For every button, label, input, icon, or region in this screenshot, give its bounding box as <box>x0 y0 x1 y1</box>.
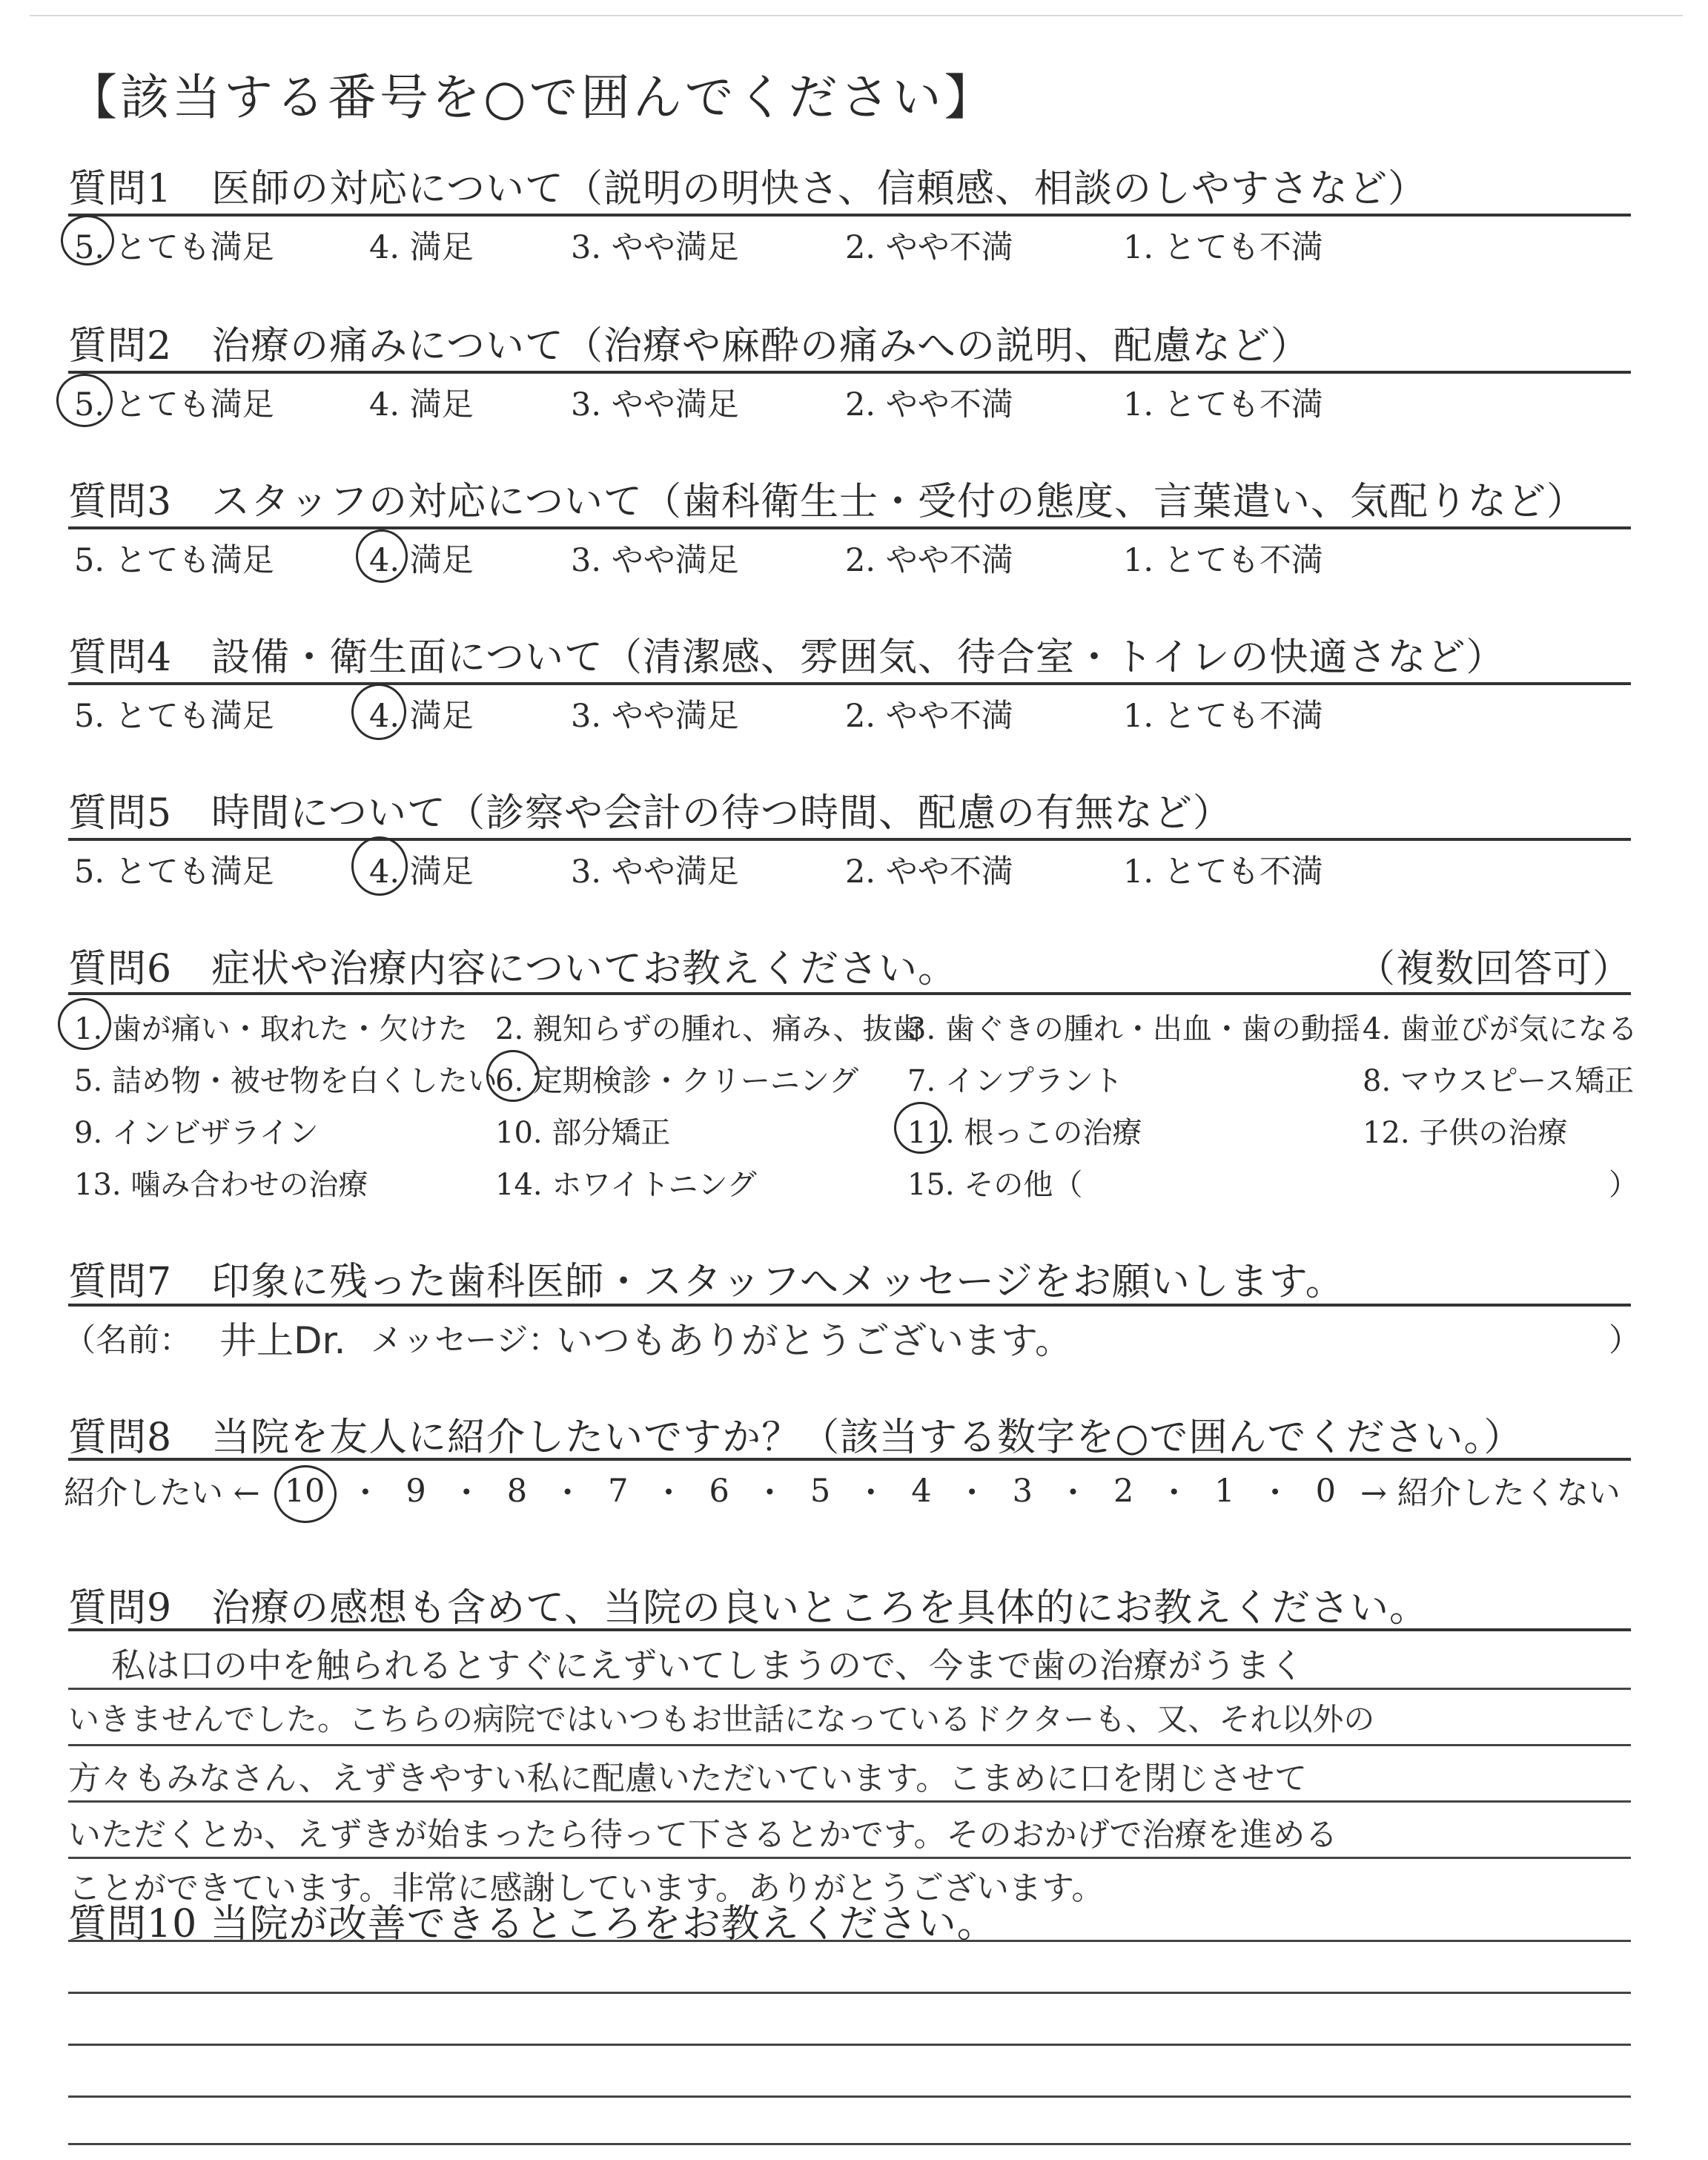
q9-answer-line-3: 方々もみなさん、えずきやすい私に配慮いただいています。こまめに口を閉じさせて <box>68 1760 1308 1797</box>
q4-option-2[interactable]: 2. やや不満 <box>845 698 1013 735</box>
q6-option-9[interactable]: 9. インビザライン <box>74 1116 319 1150</box>
q6-option-5[interactable]: 5. 詰め物・被せ物を白くしたい <box>74 1064 497 1098</box>
q8-dot: ・ <box>1158 1475 1191 1512</box>
q8-scale-row <box>64 1468 1621 1513</box>
q6-option-15[interactable]: 15. その他（ <box>907 1168 1083 1202</box>
q4-rule <box>68 682 1631 685</box>
q3-option-5[interactable]: 5. とても満足 <box>74 542 274 579</box>
q3-options <box>0 535 1708 580</box>
q8-scale-6[interactable]: 6 <box>709 1472 729 1510</box>
q1-title: 質問1 医師の対応について（説明の明快さ、信頼感、相談のしやすさなど） <box>68 167 1427 211</box>
page-top-edge <box>30 15 1683 16</box>
q8-scale-5[interactable]: 5 <box>810 1472 831 1510</box>
q5-option-2[interactable]: 2. やや不満 <box>845 853 1013 891</box>
q10-answer-line[interactable] <box>68 2044 1631 2046</box>
q6-option-15-close: ） <box>1609 1168 1638 1202</box>
q8-scale-10[interactable]: 10 <box>285 1473 325 1510</box>
q2-selection-circle <box>56 374 113 427</box>
q5-selection-circle <box>351 836 408 896</box>
q2-option-3[interactable]: 3. やや満足 <box>571 386 739 423</box>
q9-title: 質問9 治療の感想も含めて、当院の良いところを具体的にお教えください。 <box>68 1586 1429 1631</box>
q7-close-paren: ） <box>1609 1322 1641 1359</box>
q10-title: 質問10 当院が改善できるところをお教えください。 <box>68 1902 996 1946</box>
q4-option-4[interactable]: 4. 満足 <box>369 698 474 735</box>
q8-left-label: 紹介したい ← <box>64 1475 260 1512</box>
q3-selection-circle <box>356 529 408 583</box>
q6-selection-circle-1 <box>58 998 111 1050</box>
q1-selection-circle <box>61 215 114 265</box>
q6-option-11[interactable]: 11. 根っこの治療 <box>907 1116 1142 1150</box>
q8-scale-0[interactable]: 0 <box>1315 1472 1337 1510</box>
q8-scale-4[interactable]: 4 <box>911 1472 932 1510</box>
q2-title: 質問2 治療の痛みについて（治療や麻酔の痛みへの説明、配慮など） <box>68 324 1311 369</box>
form-header: 【該当する番号を○で囲んでください】 <box>68 69 996 126</box>
q8-dot: ・ <box>450 1475 483 1512</box>
q9-answer-line-2: いきませんでした。こちらの病院ではいつもお世話になっているドクターも、又、それ以外の <box>68 1701 1375 1737</box>
q5-option-3[interactable]: 3. やや満足 <box>571 853 739 891</box>
q10-answer-line[interactable] <box>68 2095 1631 2098</box>
q8-title: 質問8 当院を友人に紹介したいですか？（該当する数字を○で囲んでください。） <box>68 1416 1523 1460</box>
q6-option-4[interactable]: 4. 歯並びが気になる <box>1363 1012 1638 1046</box>
q1-option-4[interactable]: 4. 満足 <box>369 229 474 266</box>
q6-option-10[interactable]: 10. 部分矯正 <box>495 1116 671 1150</box>
q4-option-5[interactable]: 5. とても満足 <box>74 698 274 735</box>
q10-answer-line[interactable] <box>68 1992 1631 1994</box>
q5-rule <box>68 838 1631 841</box>
q9-answer-line-4: いただくとか、えずきが始まったら待って下さるとかです。そのおかげで治療を進める <box>68 1816 1338 1854</box>
q2-option-1[interactable]: 1. とても不満 <box>1123 386 1323 423</box>
q8-scale-9[interactable]: 9 <box>406 1472 426 1510</box>
q2-rule <box>68 371 1631 374</box>
q7-name-value[interactable]: 井上Dr. <box>219 1319 346 1362</box>
q7-rule <box>68 1304 1631 1307</box>
q8-scale-7[interactable]: 7 <box>608 1472 629 1510</box>
q6-option-14[interactable]: 14. ホワイトニング <box>495 1168 757 1202</box>
q6-option-7[interactable]: 7. インプラント <box>907 1064 1123 1098</box>
q4-option-1[interactable]: 1. とても不満 <box>1123 698 1323 735</box>
q3-rule <box>68 526 1631 529</box>
q6-rule <box>68 992 1631 995</box>
q3-option-3[interactable]: 3. やや満足 <box>571 542 739 579</box>
q8-dot: ・ <box>349 1475 382 1512</box>
q2-option-2[interactable]: 2. やや不満 <box>845 386 1013 423</box>
q6-option-12[interactable]: 12. 子供の治療 <box>1363 1116 1568 1150</box>
q3-title: 質問3 スタッフの対応について（歯科衛生士・受付の態度、言葉遣い、気配りなど） <box>68 480 1586 524</box>
q2-option-5[interactable]: 5. とても満足 <box>74 386 274 423</box>
q8-dot: ・ <box>753 1475 786 1512</box>
q5-option-4[interactable]: 4. 満足 <box>369 853 474 891</box>
q10-answer-line[interactable] <box>68 1940 1631 1942</box>
q6-option-13[interactable]: 13. 噛み合わせの治療 <box>74 1168 368 1202</box>
q7-title: 質問7 印象に残った歯科医師・スタッフへメッセージをお願いします。 <box>68 1260 1345 1304</box>
q5-option-1[interactable]: 1. とても不満 <box>1123 853 1323 891</box>
q2-options <box>0 380 1708 424</box>
q6-options-grid <box>0 1005 1708 1213</box>
q4-title: 質問4 設備・衛生面について（清潔感、雰囲気、待合室・トイレの快適さなど） <box>68 635 1506 680</box>
q1-option-3[interactable]: 3. やや満足 <box>571 229 739 266</box>
q7-name-label: （名前： <box>64 1322 191 1359</box>
q1-option-2[interactable]: 2. やや不満 <box>845 229 1013 266</box>
q8-dot: ・ <box>552 1475 584 1512</box>
q1-rule <box>68 214 1631 217</box>
q9-answer-text[interactable] <box>0 1631 1708 1907</box>
q2-option-4[interactable]: 4. 満足 <box>369 386 474 423</box>
q5-options <box>0 847 1708 891</box>
q8-scale-3[interactable]: 3 <box>1012 1472 1033 1510</box>
q6-note: （複数回答可） <box>1357 947 1632 991</box>
q8-scale-8[interactable]: 8 <box>506 1472 528 1510</box>
q1-option-1[interactable]: 1. とても不満 <box>1123 229 1323 266</box>
q4-option-3[interactable]: 3. やや満足 <box>571 698 739 735</box>
q5-title: 質問5 時間について（診察や会計の待つ時間、配慮の有無など） <box>68 791 1233 836</box>
q9-answer-line-5: ことができています。非常に感謝しています。ありがとうございます。 <box>68 1869 1105 1907</box>
q8-dot: ・ <box>1259 1475 1291 1512</box>
q8-dot: ・ <box>652 1475 685 1512</box>
q8-selection-circle <box>274 1465 337 1523</box>
q7-message-label: メッセージ： <box>371 1322 560 1359</box>
q6-option-3[interactable]: 3. 歯ぐきの腫れ・出血・歯の動揺 <box>907 1012 1360 1046</box>
q6-option-1[interactable]: 1. 歯が痛い・取れた・欠けた <box>74 1012 468 1046</box>
q6-title: 質問6 症状や治療内容についてお教えください。 <box>68 947 958 991</box>
q8-dot: ・ <box>956 1475 988 1512</box>
q5-option-5[interactable]: 5. とても満足 <box>74 853 274 891</box>
q6-selection-circle-11 <box>894 1102 947 1154</box>
q6-option-8[interactable]: 8. マウスピース矯正 <box>1363 1064 1635 1098</box>
q4-selection-circle <box>351 684 406 740</box>
q3-option-4[interactable]: 4. 満足 <box>369 542 474 579</box>
q6-option-2[interactable]: 2. 親知らずの腫れ、痛み、抜歯 <box>495 1012 922 1046</box>
q8-dot: ・ <box>855 1475 887 1512</box>
q6-selection-circle-6 <box>486 1050 540 1102</box>
q1-options <box>0 222 1708 267</box>
q7-message-row <box>0 1311 1708 1370</box>
q8-right-label: → 紹介したくない <box>1360 1475 1621 1512</box>
q8-rule <box>68 1458 1631 1461</box>
q3-option-2[interactable]: 2. やや不満 <box>845 542 1013 579</box>
q10-answer-line[interactable] <box>68 2143 1631 2145</box>
q8-scale-1[interactable]: 1 <box>1214 1472 1235 1510</box>
q8-scale-2[interactable]: 2 <box>1113 1472 1134 1510</box>
q9-answer-line-1: 私は口の中を触られるとすぐにえずいてしまうので、今まで歯の治療がうまく <box>111 1645 1305 1685</box>
q8-dot: ・ <box>1056 1475 1089 1512</box>
q1-option-5[interactable]: 5. とても満足 <box>74 229 274 266</box>
q7-message-value[interactable]: いつもありがとうございます。 <box>556 1319 1072 1362</box>
q3-option-1[interactable]: 1. とても不満 <box>1123 542 1323 579</box>
q6-option-6[interactable]: 6. 定期検診・クリーニング <box>495 1064 859 1098</box>
q4-options <box>0 691 1708 736</box>
